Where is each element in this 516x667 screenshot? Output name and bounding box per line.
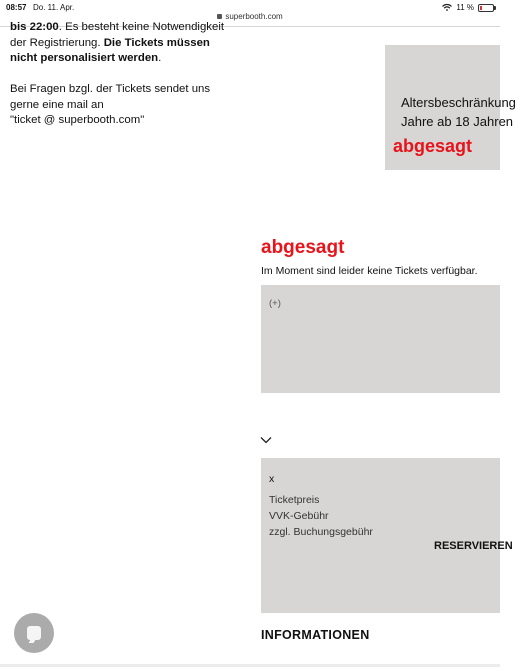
price-lines <box>269 492 373 540</box>
price-line-ticket: Ticketpreis <box>269 494 320 506</box>
status-date: Do. 11. Apr. <box>33 3 75 12</box>
address-url: superbooth.com <box>225 12 283 21</box>
information-heading: INFORMATIONEN <box>261 628 370 642</box>
text-period: . <box>158 52 162 65</box>
text-rest: . Es besteht keine Notwendigkeit <box>58 21 225 33</box>
expand-plus[interactable]: (+) <box>269 298 281 309</box>
ticket-info-text <box>10 20 235 129</box>
text-line-cut <box>10 20 235 36</box>
battery-percent: 11 % <box>456 3 474 12</box>
contact-line-1: Bei Fragen bzgl. der Tickets sendet uns <box>10 83 211 96</box>
no-tickets-notice: Im Moment sind leider keine Tickets verfügbar. <box>261 265 478 277</box>
status-time: 08:57 <box>6 3 27 12</box>
price-line-vvk: VVK-Gebühr <box>269 510 329 522</box>
text-line-3 <box>10 51 235 67</box>
quantity-x: x <box>269 473 275 485</box>
cancelled-heading: abgesagt <box>261 237 345 258</box>
age-line-1: Altersbeschränkung <box>401 95 516 110</box>
ticket-box[interactable] <box>261 285 500 393</box>
contact-line-2: gerne eine mail an <box>10 98 104 111</box>
contact-email: "ticket @ superbooth.com" <box>10 114 145 127</box>
text-registration: der Registrierung. <box>10 36 104 49</box>
chat-icon <box>27 626 41 640</box>
lock-icon <box>217 14 222 19</box>
status-indicators <box>442 3 494 12</box>
chat-button[interactable] <box>14 613 54 653</box>
reserve-button[interactable]: RESERVIEREN <box>434 540 513 552</box>
text-line-2 <box>10 36 235 52</box>
cancelled-label-card: abgesagt <box>393 136 473 156</box>
wifi-icon <box>442 4 452 11</box>
age-restriction <box>401 93 516 131</box>
bold-tickets: Die Tickets müssen <box>103 36 210 49</box>
bold-personalized: nicht personalisiert werden <box>10 52 159 65</box>
bold-time: bis 22:00 <box>10 21 59 33</box>
battery-icon <box>478 4 494 12</box>
price-box <box>261 458 513 613</box>
chevron-down-icon[interactable] <box>260 435 272 445</box>
age-line-2: Jahre ab 18 Jahren <box>401 114 514 129</box>
price-line-booking: zzgl. Buchungsgebühr <box>269 526 373 538</box>
